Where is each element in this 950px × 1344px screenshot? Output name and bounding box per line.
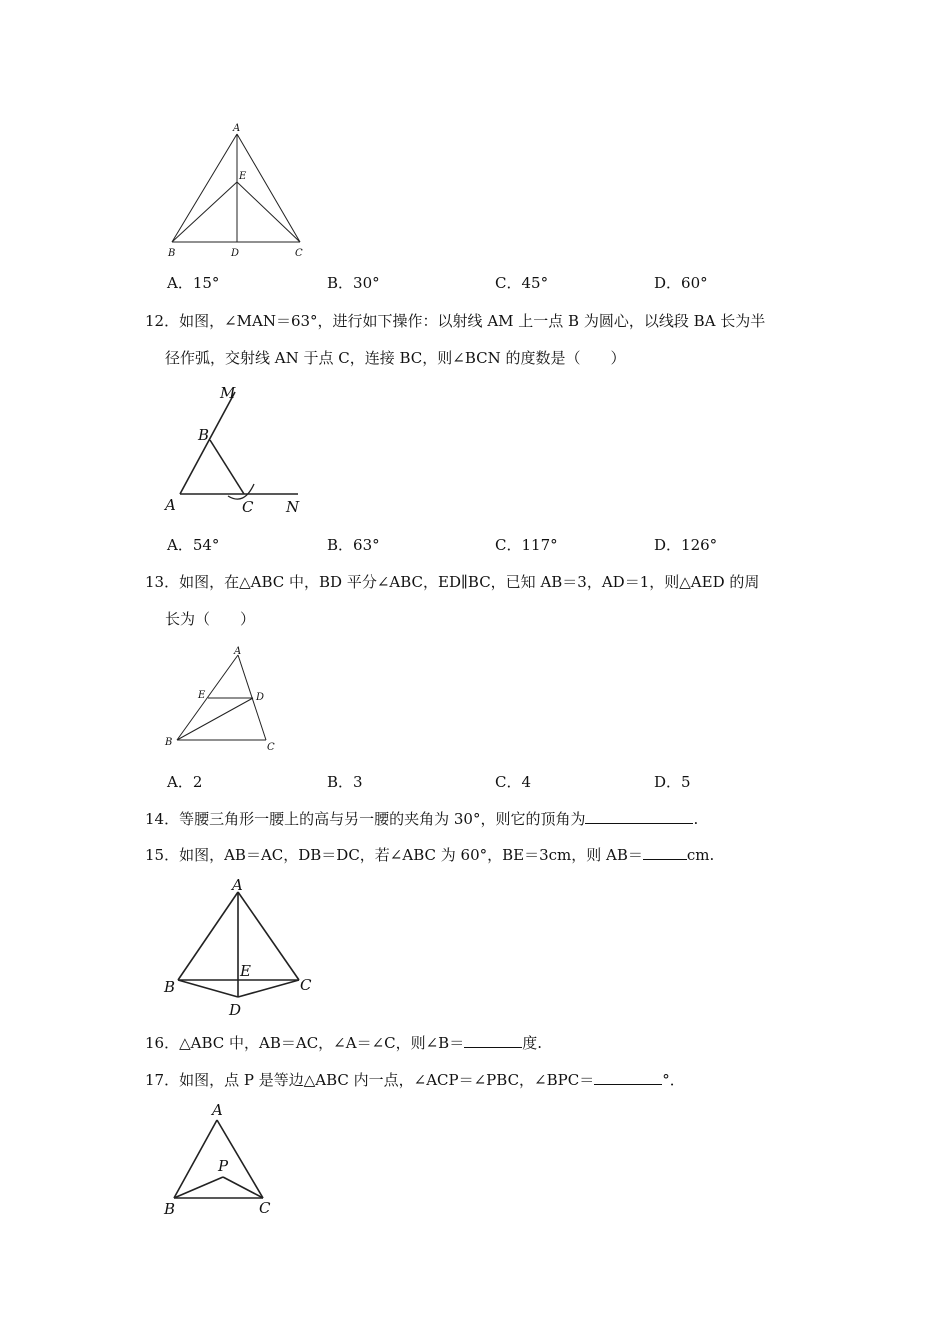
- q11-label-c: C: [295, 248, 303, 259]
- q12-label-b: B: [198, 426, 210, 444]
- q17-label-p: P: [218, 1157, 229, 1175]
- q12-option-c: C．117°: [495, 536, 558, 554]
- q17-stem: [145, 1070, 685, 1090]
- q12-stem-line1: 12．如图，∠MAN＝63°，进行如下操作：以射线 AM 上一点 B 为圆心，以线段 BA 长为半: [145, 312, 766, 330]
- q13-label-b: B: [165, 737, 173, 748]
- q14-stem: [145, 809, 698, 829]
- q15-stem: [145, 845, 714, 865]
- q12-stem-line2: 径作弧，交射线 AN 于点 C，连接 BC，则∠BCN 的度数是（ ）: [165, 349, 626, 367]
- q15-answer-blank[interactable]: [643, 845, 687, 860]
- q11-option-a: A．15°: [167, 274, 220, 292]
- q13-figure: [160, 643, 290, 758]
- q15-label-c: C: [300, 976, 312, 994]
- q12-option-b: B．63°: [327, 536, 380, 554]
- q14-end: .: [693, 810, 699, 828]
- q12-option-a: A．54°: [167, 536, 220, 554]
- q13-stem-line1: 13．如图，在△ABC 中，BD 平分∠ABC，ED∥BC，已知 AB＝3，AD＝1，则△AED 的周: [145, 573, 760, 591]
- q12-label-c: C: [242, 498, 254, 516]
- q15-label-a: A: [232, 876, 243, 894]
- q11-label-d: D: [231, 248, 240, 259]
- q13-label-c: C: [267, 742, 275, 753]
- q11-option-b: B．30°: [327, 274, 380, 292]
- q14-answer-blank[interactable]: [585, 809, 693, 824]
- q11-label-b: B: [168, 248, 176, 259]
- q12-segment-bc: [210, 440, 244, 494]
- q13-option-c: C．4: [495, 773, 532, 791]
- q11-label-e: E: [239, 171, 247, 182]
- q16-text: 16．△ABC 中，AB＝AC，∠A＝∠C，则∠B＝: [145, 1034, 465, 1052]
- q12-option-d: D．126°: [654, 536, 718, 554]
- q16-end: 度.: [522, 1034, 542, 1052]
- q11-segment-ac: [237, 134, 300, 242]
- q12-figure: [160, 380, 310, 520]
- q16-answer-blank[interactable]: [464, 1033, 522, 1048]
- q15-label-d: D: [229, 1001, 242, 1019]
- q11-segment-ec: [237, 182, 300, 242]
- q15-figure: [160, 872, 325, 1022]
- q12-arc: [228, 484, 254, 499]
- q13-option-d: D．5: [654, 773, 691, 791]
- q11-segment-ab: [172, 134, 237, 242]
- q15-segment-cd: [238, 980, 299, 997]
- q17-segment-pb: [174, 1177, 223, 1198]
- q15-segment-bd: [178, 980, 238, 997]
- q15-segment-ab: [178, 892, 238, 980]
- q17-end: °．: [662, 1071, 685, 1089]
- q12-label-n: N: [286, 498, 300, 516]
- q16-stem: [145, 1033, 542, 1053]
- q15-unit: cm.: [686, 846, 715, 864]
- q11-option-d: D．60°: [654, 274, 708, 292]
- q12-label-m: M: [220, 384, 236, 402]
- q17-text: 17．如图，点 P 是等边△ABC 内一点，∠ACP＝∠PBC，∠BPC＝: [145, 1071, 595, 1089]
- q17-answer-blank[interactable]: [594, 1070, 662, 1085]
- q17-figure: [158, 1098, 288, 1223]
- q17-segment-ab: [174, 1120, 217, 1198]
- q12-label-a: A: [165, 496, 176, 514]
- q15-text: 15．如图，AB＝AC，DB＝DC，若∠ABC 为 60°，BE＝3cm，则 AB＝: [145, 846, 643, 864]
- q11-label-a: A: [233, 123, 241, 134]
- q13-label-d: D: [256, 692, 265, 703]
- q13-label-a: A: [234, 646, 242, 657]
- q13-option-b: B．3: [327, 773, 363, 791]
- q13-option-a: A．2: [167, 773, 203, 791]
- q13-segment-bd: [177, 698, 253, 740]
- q11-option-c: C．45°: [495, 274, 549, 292]
- q15-label-e: E: [240, 962, 251, 980]
- q14-text: 14．等腰三角形一腰上的高与另一腰的夹角为 30°，则它的顶角为: [145, 810, 586, 828]
- q17-label-b: B: [164, 1200, 176, 1218]
- q17-label-a: A: [212, 1101, 223, 1119]
- q13-stem-line2: 长为（ ）: [165, 610, 256, 628]
- q15-label-b: B: [164, 978, 176, 996]
- q13-label-e: E: [198, 690, 206, 701]
- q11-segment-eb: [172, 182, 237, 242]
- q17-label-c: C: [259, 1199, 271, 1217]
- q11-figure: [160, 118, 320, 263]
